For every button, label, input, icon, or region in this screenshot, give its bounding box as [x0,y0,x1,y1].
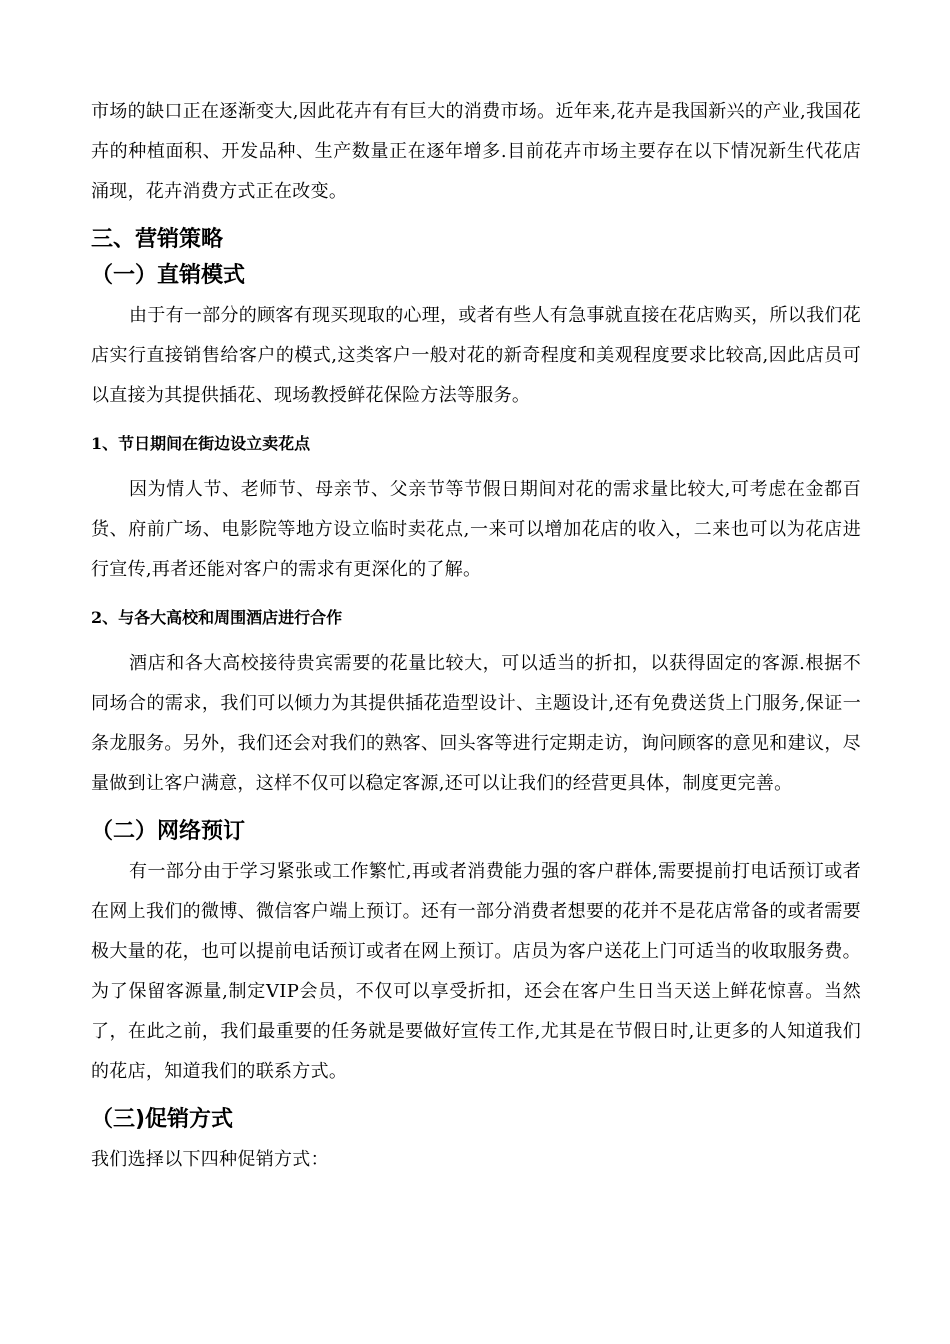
direct-sales-paragraph: 由于有一部分的顾客有现买现取的心理，或者有些人有急事就直接在花店购买，所以我们花店实行直接销售给客户的模式,这类客户一般对花的新奇程度和美观程度要求比较高,因此店员可以直接为其提供插花、现场教授鲜花保险方法等服务。 [91,305,861,406]
subsection-heading-promotion: （三)促销方式 [91,1107,234,1132]
promotion-paragraph: 我们选择以下四种促销方式： [91,1149,329,1170]
subsection-heading-direct-sales: （一）直销模式 [91,263,246,288]
cooperation-paragraph: 酒店和各大高校接待贵宾需要的花量比较大，可以适当的折扣，以获得固定的客源.根据不同场合的需求，我们可以倾力为其提供插花造型设计、主题设计,还有免费送货上门服务,保证一条龙服务。另外，我们还会对我们的熟客、回头客等进行定期走访，询问顾客的意见和建议，尽量做到让客户满意，这样不仅可以稳定客源,还可以让我们的经营更具体，制度更完善。 [91,653,861,794]
item-heading-street-stalls: 1、节日期间在街边设立卖花点 [91,434,311,453]
online-booking-paragraph: 有一部分由于学习紧张或工作繁忙,再或者消费能力强的客户群体,需要提前打电话预订或者在网上我们的微博、微信客户端上预订。还有一部分消费者想要的花并不是花店常备的或者需要极大量的花，也可以提前电话预订或者在网上预订。店员为客户送花上门可适当的收取服务费。为了保留客源量,制定VIP会员，不仅可以享受折扣，还会在客户生日当天送上鲜花惊喜。当然了，在此之前，我们最重要的任务就是要做好宣传工作,尤其是在节假日时,让更多的人知道我们的花店，知道我们的联系方式。 [91,861,861,1082]
section-heading-marketing-strategy: 三、营销策略 [91,227,224,252]
document-page [91,92,861,1180]
subsection-heading-online-booking: （二）网络预订 [91,819,246,844]
intro-paragraph: 市场的缺口正在逐渐变大,因此花卉有有巨大的消费市场。近年来,花卉是我国新兴的产业,我国花卉的种植面积、开发品种、生产数量正在逐年增多.目前花卉市场主要存在以下情况新生代花店涌现，花卉消费方式正在改变。 [91,101,861,202]
item-heading-cooperation: 2、与各大高校和周围酒店进行合作 [91,608,343,627]
street-stalls-paragraph: 因为情人节、老师节、母亲节、父亲节等节假日期间对花的需求量比较大,可考虑在金都百货、府前广场、电影院等地方设立临时卖花点,一来可以增加花店的收入，二来也可以为花店进行宣传,再者还能对客户的需求有更深化的了解。 [91,479,861,580]
